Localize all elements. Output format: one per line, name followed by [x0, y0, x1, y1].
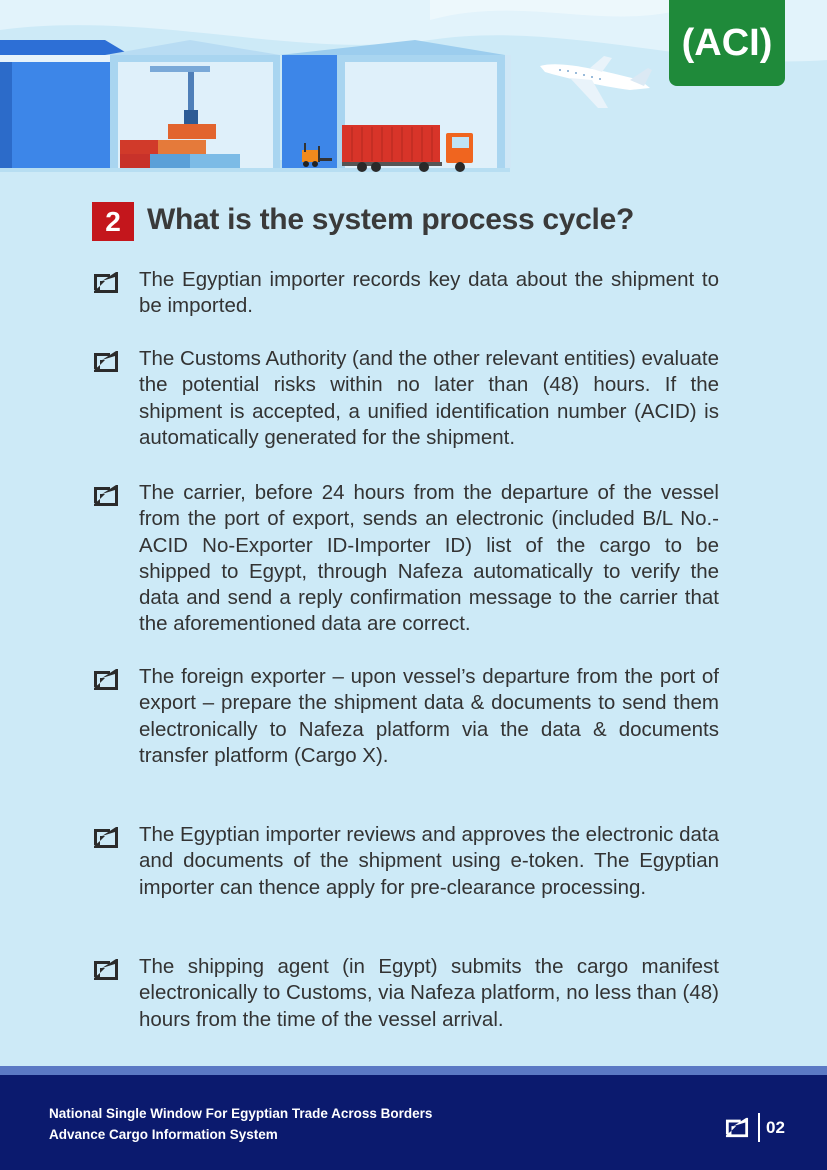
- nafeza-logo-icon: [92, 349, 120, 374]
- list-item-text: The shipping agent (in Egypt) submits the cargo manifest electronically to Customs, via Nafeza platform, no less than (48) hours from the time of the vessel arrival.: [139, 955, 719, 1031]
- list-item: [92, 346, 720, 451]
- page-number: 02: [766, 1118, 785, 1137]
- nafeza-logo-icon: [92, 957, 120, 982]
- list-item: [92, 480, 720, 638]
- nafeza-logo-icon: [724, 1116, 750, 1139]
- list-item: [92, 267, 720, 320]
- section-number: 2: [92, 202, 134, 241]
- footer-system-name: Advance Cargo Information System: [49, 1127, 278, 1142]
- nafeza-logo-icon: [92, 825, 120, 850]
- footer: [0, 1075, 827, 1170]
- list-item-text: The Egyptian importer records key data about the shipment to be imported.: [139, 268, 719, 318]
- nafeza-logo-icon: [92, 667, 120, 692]
- list-item: [92, 822, 720, 901]
- section-title: What is the system process cycle?: [147, 203, 634, 236]
- footer-stripe: [0, 1066, 827, 1075]
- footer-org-name: National Single Window For Egyptian Trade Across Borders: [49, 1106, 433, 1121]
- footer-divider: [758, 1113, 760, 1142]
- nafeza-logo-icon: [92, 270, 120, 295]
- list-item: [92, 664, 720, 769]
- list-item-text: The foreign exporter – upon vessel’s departure from the port of export – prepare the shipment data & documents to send them electronically to Nafeza platform via the data & documents transfer platform (Cargo X).: [139, 665, 719, 767]
- list-item-text: The carrier, before 24 hours from the departure of the vessel from the port of export, sends an electronic (included B/L No.-ACID No-Exporter ID-Importer ID) list of the cargo to be shipped to Egypt, through Nafeza automatically to verify the data and send a reply confirmation message to the carrier that the aforementioned data are correct.: [139, 481, 719, 636]
- list-item-text: The Customs Authority (and the other relevant entities) evaluate the potential risks within no later than (48) hours. If the shipment is accepted, a unified identification number (ACID) is automatically generated for the shipment.: [139, 347, 720, 449]
- nafeza-logo-icon: [92, 483, 120, 508]
- list-item-text: The Egyptian importer reviews and approves the electronic data and documents of the shipment using e-token. The Egyptian importer can thence apply for pre-clearance processing.: [139, 823, 720, 899]
- list-item: [92, 954, 720, 1033]
- aci-badge: (ACI): [669, 0, 785, 86]
